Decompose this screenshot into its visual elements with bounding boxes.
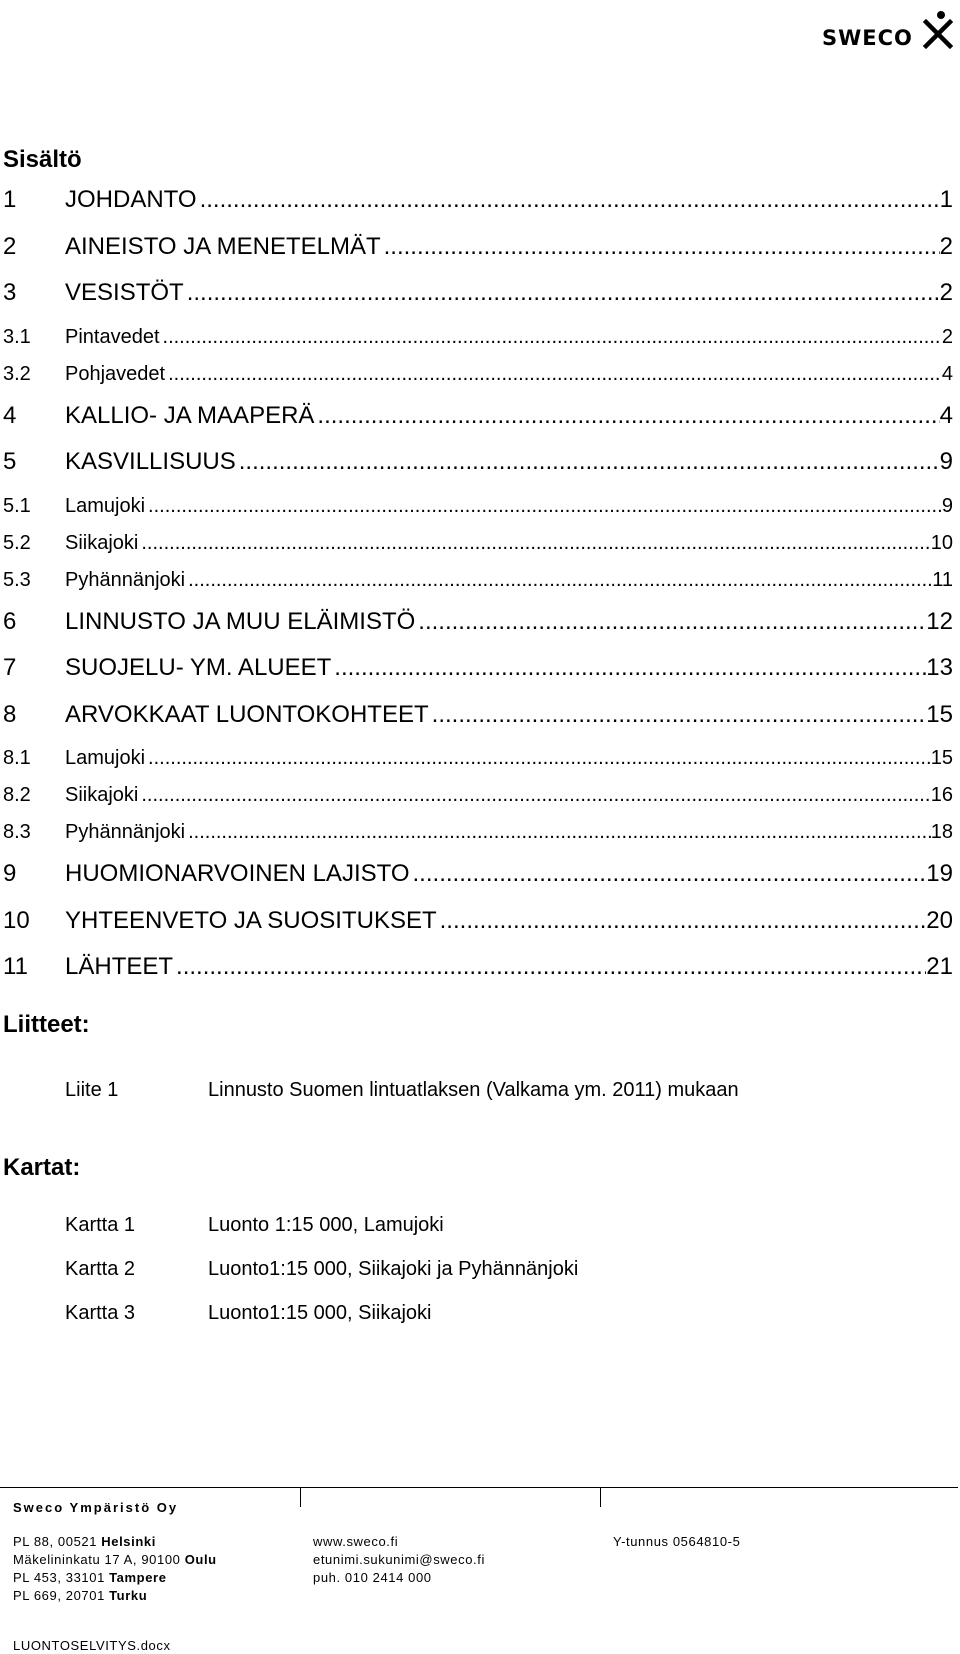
footer-website: www.sweco.fi	[313, 1534, 399, 1549]
toc-entry[interactable]	[3, 495, 953, 532]
toc-entry-number: 8.1	[3, 747, 31, 769]
document-filename: LUONTOSELVITYS.docx	[13, 1638, 171, 1653]
footer-divider	[0, 1487, 958, 1488]
footer-column-tick	[300, 1487, 301, 1507]
toc-leader-dots	[145, 495, 942, 518]
toc-entry-number: 3.1	[3, 325, 31, 348]
footer-address: Mäkelininkatu 17 A, 90100 Oulu	[13, 1552, 217, 1567]
footer-contact	[313, 1533, 485, 1587]
toc-entry[interactable]	[3, 569, 953, 606]
toc-entry-page: 2	[939, 232, 953, 260]
logo-text: SWECO	[822, 26, 913, 50]
toc-leader-dots	[185, 821, 931, 844]
toc-entry[interactable]	[3, 326, 953, 363]
toc-title: Sisältö	[3, 146, 82, 173]
toc-entry-page: 4	[939, 401, 953, 429]
map-description: Luonto 1:15 000, Lamujoki	[208, 1214, 444, 1236]
toc-entry-number: 5.1	[3, 494, 31, 517]
toc-entry[interactable]	[3, 784, 953, 821]
toc-entry-page: 15	[930, 747, 953, 769]
toc-entry-page: 16	[930, 784, 953, 806]
toc-entry[interactable]	[3, 402, 953, 449]
toc-leader-dots	[184, 279, 940, 307]
toc-leader-dots	[331, 654, 926, 682]
map-row	[65, 1302, 432, 1325]
map-label: Kartta 3	[65, 1302, 136, 1324]
toc-entry-title: Pintavedet	[65, 325, 160, 348]
toc-entry-title: JOHDANTO	[65, 186, 197, 213]
toc-entry[interactable]	[3, 907, 953, 954]
toc-entry-number: 7	[3, 654, 17, 681]
map-row	[65, 1258, 578, 1281]
toc-entry-title: YHTEENVETO JA SUOSITUKSET	[65, 906, 437, 934]
toc-entry-title: LINNUSTO JA MUU ELÄIMISTÖ	[65, 607, 416, 635]
toc-entry-page: 1	[939, 186, 953, 213]
footer-company-name: Sweco Ympäristö Oy	[13, 1500, 179, 1515]
footer-column-tick	[600, 1487, 601, 1507]
toc-leader-dots	[415, 608, 926, 636]
toc-entry-page: 20	[926, 906, 953, 934]
footer-address: PL 88, 00521 Helsinki	[13, 1534, 156, 1549]
toc-entry-title: Siikajoki	[65, 531, 139, 554]
toc-entry-page: 2	[941, 325, 953, 348]
toc-entry[interactable]	[3, 953, 953, 1000]
toc-entry-title: Pyhännänjoki	[65, 821, 186, 843]
toc-entry[interactable]	[3, 186, 953, 233]
sweco-logo	[822, 10, 956, 50]
map-description: Luonto1:15 000, Siikajoki ja Pyhännänjoki	[208, 1258, 579, 1280]
maps-heading: Kartat:	[3, 1154, 81, 1181]
toc-leader-dots	[236, 448, 940, 476]
toc-entry-number: 5.2	[3, 531, 31, 554]
toc-entry-page: 9	[939, 448, 953, 475]
toc-entry-page: 13	[926, 654, 953, 681]
attachment-row	[65, 1079, 739, 1102]
toc-entry-number: 10	[3, 906, 30, 934]
toc-leader-dots	[381, 233, 940, 261]
map-label: Kartta 2	[65, 1258, 136, 1280]
footer-phone: puh. 010 2414 000	[313, 1570, 432, 1585]
toc-entry-page: 11	[932, 568, 953, 591]
toc-entry[interactable]	[3, 363, 953, 400]
map-description: Luonto1:15 000, Siikajoki	[208, 1302, 432, 1324]
table-of-contents	[3, 186, 953, 1000]
toc-entry[interactable]	[3, 532, 953, 569]
toc-leader-dots	[429, 701, 927, 729]
footer-addresses	[13, 1533, 217, 1605]
toc-entry[interactable]	[3, 448, 953, 495]
toc-entry-title: SUOJELU- YM. ALUEET	[65, 654, 332, 681]
toc-entry-page: 19	[926, 860, 953, 887]
toc-leader-dots	[173, 953, 926, 981]
toc-entry-number: 5	[3, 448, 17, 475]
toc-entry[interactable]	[3, 701, 953, 748]
toc-entry-title: Pohjavedet	[65, 362, 166, 385]
toc-entry[interactable]	[3, 279, 953, 326]
attachment-label: Liite 1	[65, 1079, 119, 1101]
toc-leader-dots	[410, 860, 927, 888]
toc-entry[interactable]	[3, 860, 953, 907]
toc-entry-title: Siikajoki	[65, 784, 139, 806]
footer-email: etunimi.sukunimi@sweco.fi	[313, 1552, 485, 1567]
toc-entry-title: LÄHTEET	[65, 953, 174, 980]
toc-entry-number: 8	[3, 700, 17, 728]
footer-business-id: Y-tunnus 0564810-5	[613, 1534, 741, 1549]
toc-entry-number: 9	[3, 860, 17, 887]
toc-leader-dots	[165, 363, 942, 386]
toc-entry-page: 21	[926, 953, 953, 980]
toc-leader-dots	[185, 569, 932, 592]
toc-leader-dots	[138, 532, 930, 555]
toc-entry-title: ARVOKKAAT LUONTOKOHTEET	[65, 700, 429, 728]
toc-entry-title: KALLIO- JA MAAPERÄ	[65, 401, 315, 429]
toc-entry-number: 2	[3, 232, 17, 260]
toc-entry-title: AINEISTO JA MENETELMÄT	[65, 232, 381, 260]
toc-entry-number: 4	[3, 401, 17, 429]
attachments-heading: Liitteet:	[3, 1011, 90, 1038]
toc-entry-title: HUOMIONARVOINEN LAJISTO	[65, 860, 410, 887]
footer-address: PL 453, 33101 Tampere	[13, 1570, 167, 1585]
toc-entry[interactable]	[3, 608, 953, 655]
toc-entry-number: 8.3	[3, 821, 31, 843]
sweco-mark-icon	[920, 10, 956, 50]
toc-entry-number: 3.2	[3, 362, 31, 385]
toc-entry[interactable]	[3, 747, 953, 784]
toc-entry-number: 6	[3, 607, 17, 635]
toc-entry[interactable]	[3, 233, 953, 280]
toc-entry-page: 12	[926, 607, 953, 635]
toc-leader-dots	[314, 402, 939, 430]
toc-leader-dots	[437, 907, 927, 935]
toc-leader-dots	[197, 186, 940, 214]
toc-entry-title: KASVILLISUUS	[65, 448, 236, 475]
toc-entry-number: 1	[3, 186, 17, 213]
toc-entry-page: 9	[941, 494, 953, 517]
toc-entry-page: 15	[926, 700, 953, 728]
toc-entry-number: 5.3	[3, 568, 31, 591]
toc-entry[interactable]	[3, 821, 953, 858]
toc-entry-title: Lamujoki	[65, 747, 146, 769]
map-label: Kartta 1	[65, 1214, 136, 1236]
toc-leader-dots	[138, 784, 930, 807]
toc-entry-number: 11	[3, 953, 28, 980]
toc-entry-title: Lamujoki	[65, 494, 146, 517]
toc-entry-page: 4	[941, 362, 953, 385]
attachment-description: Linnusto Suomen lintuatlaksen (Valkama ym. 2011) mukaan	[208, 1079, 739, 1101]
toc-entry-number: 3	[3, 279, 17, 306]
toc-entry-number: 8.2	[3, 784, 31, 806]
toc-entry-page: 18	[930, 821, 953, 843]
toc-entry-page: 10	[930, 531, 953, 554]
map-row	[65, 1214, 444, 1237]
toc-leader-dots	[160, 326, 942, 349]
toc-entry-title: VESISTÖT	[65, 279, 184, 306]
toc-leader-dots	[145, 747, 931, 770]
toc-entry-title: Pyhännänjoki	[65, 568, 186, 591]
toc-entry-page: 2	[939, 279, 953, 306]
toc-entry[interactable]	[3, 654, 953, 701]
footer-address: PL 669, 20701 Turku	[13, 1588, 148, 1603]
